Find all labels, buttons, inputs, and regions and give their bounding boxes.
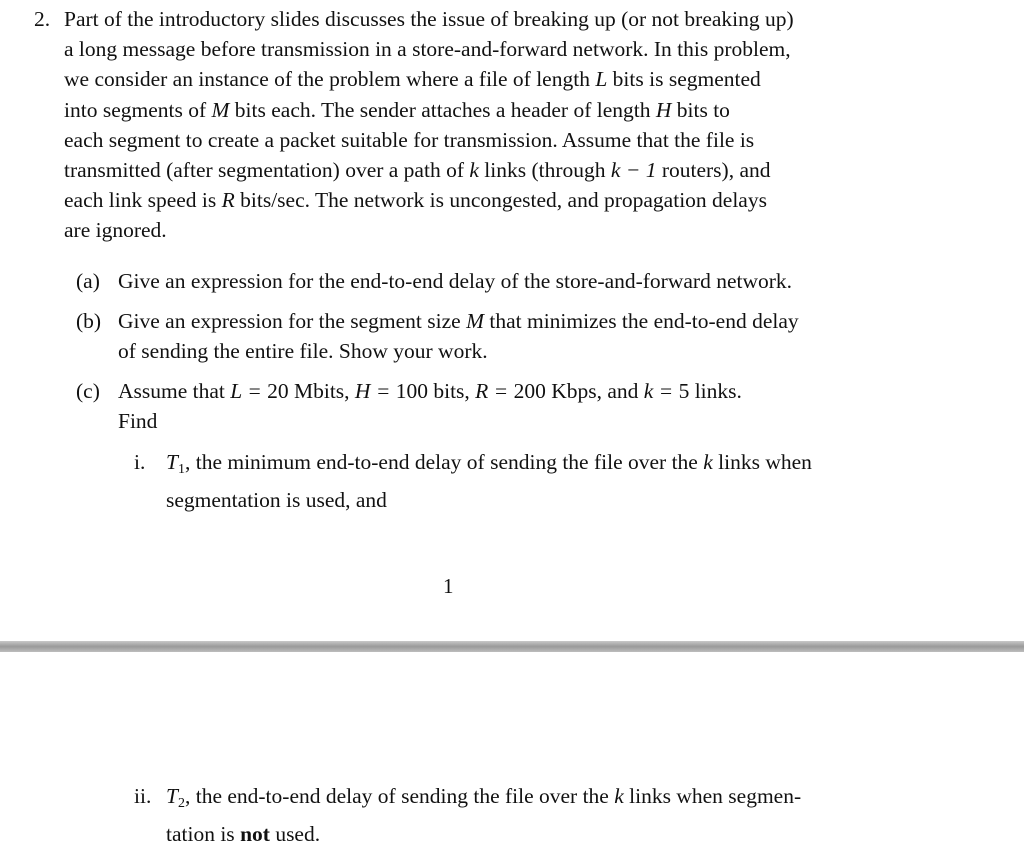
part-c-text <box>76 376 904 436</box>
part-c-i-sentence: , the minimum end-to-end delay of sending the file over the <box>184 450 698 474</box>
emphasis-not: not <box>240 822 270 846</box>
problem-text: bits to <box>676 97 730 122</box>
var-M: M <box>466 309 484 333</box>
var-H-eq: H = <box>354 379 396 403</box>
part-b-text <box>76 306 904 366</box>
part-c-ii <box>134 781 904 849</box>
part-c-ii-label: ii. <box>134 784 152 808</box>
problem-text: routers), and <box>661 158 771 183</box>
problem-text: are ignored. <box>64 218 167 243</box>
part-a <box>76 266 904 296</box>
problem-text: Part of the introductory slides discusses the issue of breaking up (or not breaking up) <box>64 7 794 31</box>
var-T2-subscript: 2 <box>177 796 185 811</box>
part-b-label: (b) <box>76 309 102 333</box>
part-c-i-text <box>134 447 904 515</box>
problem-line-7 <box>34 185 904 215</box>
value-L: 20 <box>267 379 289 403</box>
var-R-eq: R = <box>475 379 514 403</box>
problem-line-3 <box>34 64 904 94</box>
problem-line-4 <box>34 95 904 125</box>
var-k: k <box>614 784 624 808</box>
part-b <box>76 306 904 366</box>
problem-text: each link speed is <box>64 188 217 213</box>
part-a-sentence: Give an expression for the end-to-end delay of the store-and-forward network. <box>118 269 793 293</box>
page-divider <box>0 641 1024 652</box>
problem-text: transmitted (after segmentation) over a path of <box>64 158 464 183</box>
var-R: R <box>221 188 235 213</box>
value-H: 100 <box>395 379 428 403</box>
problem-text: bits/sec. The network is uncongested, and propagation delays <box>240 188 767 213</box>
var-k: k <box>703 450 713 474</box>
var-H: H <box>655 97 672 122</box>
problem-line-5 <box>34 125 904 155</box>
problem-text: we consider an instance of the problem where a file of length <box>64 67 590 92</box>
part-b-sentence: of sending the entire file. Show your work. <box>118 339 488 363</box>
unit-R: Kbps, and <box>551 379 639 403</box>
part-c-i-sentence: segmentation is used, and <box>166 488 387 512</box>
part-c-find: Find <box>118 409 158 433</box>
var-L: L <box>595 67 608 92</box>
part-c-ii-text <box>134 781 904 849</box>
problem-line-8 <box>34 215 904 245</box>
part-b-sentence: Give an expression for the segment size <box>118 309 461 333</box>
part-c <box>76 376 904 436</box>
unit-H: bits, <box>433 379 470 403</box>
part-a-label: (a) <box>76 269 100 293</box>
var-k: k <box>469 158 479 183</box>
part-b-sentence: that minimizes the end-to-end delay <box>489 309 799 333</box>
part-c-ii-sentence: used. <box>275 822 321 846</box>
part-c-ii-sentence: tation is <box>166 822 235 846</box>
var-T2: T <box>166 784 178 808</box>
problem-line-2 <box>34 34 904 64</box>
problem-text: bits is segmented <box>612 67 761 92</box>
problem-text: links (through <box>484 158 606 183</box>
unit-L: Mbits, <box>293 379 350 403</box>
part-c-label: (c) <box>76 379 100 403</box>
var-L-eq: L = <box>230 379 268 403</box>
problem-number: 2. <box>34 7 51 31</box>
problem-text: bits each. The sender attaches a header of length <box>234 97 651 122</box>
problem-statement <box>34 4 904 246</box>
problem-line-1 <box>34 4 904 34</box>
problem-line-6 <box>34 155 904 185</box>
var-k-minus-1: k − 1 <box>610 158 657 183</box>
part-c-ii-sentence: , the end-to-end delay of sending the file over the <box>184 784 609 808</box>
problem-text: a long message before transmission in a store-and-forward network. In this problem, <box>64 37 791 62</box>
document-page-2 <box>0 652 1024 849</box>
page-number: 1 <box>443 574 454 598</box>
unit-k: links. <box>694 379 742 403</box>
value-k: 5 <box>678 379 690 403</box>
problem-text: into segments of <box>64 97 207 122</box>
part-c-i-sentence: links when <box>718 450 812 474</box>
part-a-text <box>76 266 904 296</box>
part-c-i-label: i. <box>134 450 146 474</box>
var-T1: T <box>166 450 178 474</box>
var-T1-subscript: 1 <box>177 462 185 477</box>
part-c-i <box>134 447 904 515</box>
value-R: 200 <box>513 379 546 403</box>
problem-text: each segment to create a packet suitable for transmission. Assume that the file is <box>64 127 755 152</box>
var-M: M <box>211 97 230 122</box>
part-c-ii-sentence: links when segmen- <box>629 784 802 808</box>
var-k-eq: k = <box>643 379 679 403</box>
part-c-assume: Assume that <box>118 379 225 403</box>
